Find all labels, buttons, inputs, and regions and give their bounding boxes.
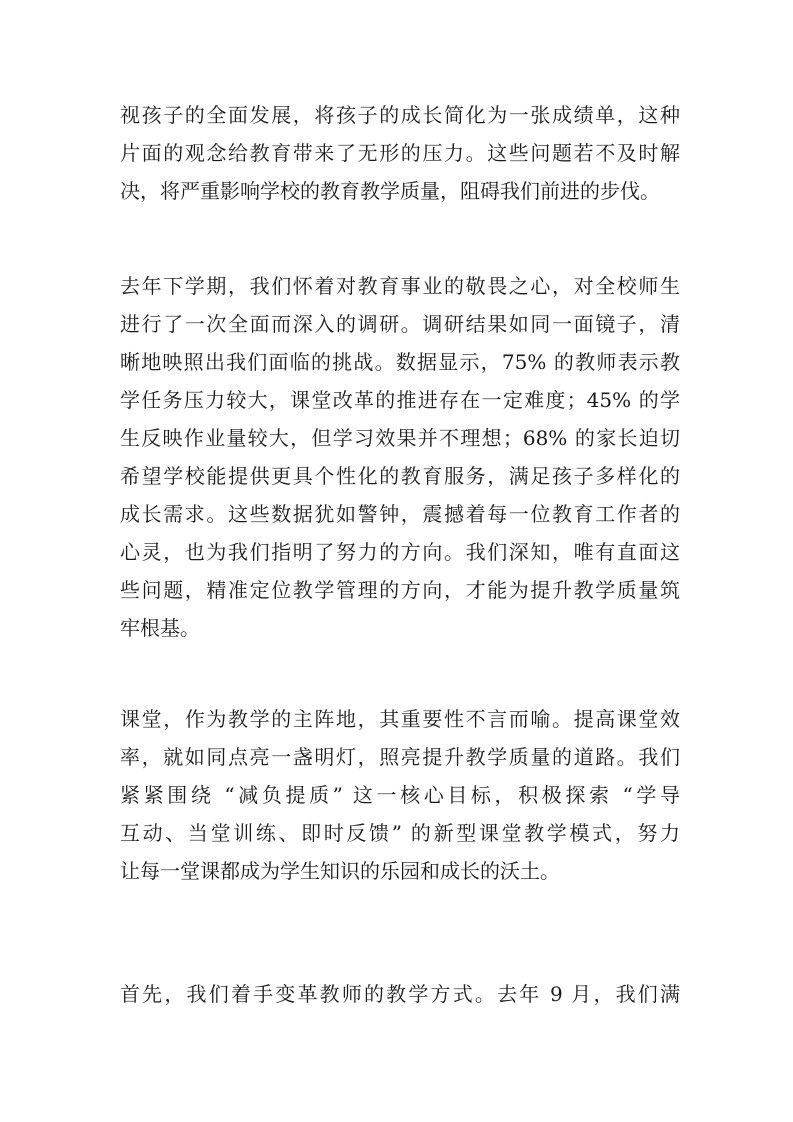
text-line: 让每一堂课都成为学生知识的乐园和成长的沃土。 — [120, 859, 560, 883]
text-line: 决，将严重影响学校的教育教学质量，阻碍我们前进的步伐。 — [120, 179, 660, 203]
text-line: 首先，我们着手变革教师的教学方式。去年 9 月，我们满 — [120, 982, 680, 1006]
text-line: 课堂，作为教学的主阵地，其重要性不言而喻。提高课堂效 — [120, 707, 680, 731]
text-line: 进行了一次全面而深入的调研。调研结果如同一面镜子，清 — [120, 312, 680, 336]
text-line: 心灵，也为我们指明了努力的方向。我们深知，唯有直面这 — [120, 540, 680, 564]
text-line: 晰地映照出我们面临的挑战。数据显示，75% 的教师表示教 — [120, 350, 680, 374]
text-line: 紧紧围绕 “减负提质” 这一核心目标，积极探索 “学导 — [120, 783, 680, 807]
text-line: 生反映作业量较大，但学习效果并不理想；68% 的家长迫切 — [120, 426, 680, 450]
text-line: 学任务压力较大，课堂改革的推进存在一定难度；45% 的学 — [120, 388, 680, 412]
text-line: 视孩子的全面发展，将孩子的成长简化为一张成绩单，这种 — [120, 103, 680, 127]
paragraph-1 — [120, 96, 680, 210]
text-line: 去年下学期，我们怀着对教育事业的敬畏之心，对全校师生 — [120, 274, 680, 298]
text-line: 片面的观念给教育带来了无形的压力。这些问题若不及时解 — [120, 141, 680, 165]
paragraph-4 — [120, 975, 680, 1013]
paragraph-3 — [120, 700, 680, 890]
text-line: 些问题，精准定位教学管理的方向，才能为提升教学质量筑 — [120, 578, 680, 602]
paragraph-2 — [120, 267, 680, 647]
text-line: 牢根基。 — [120, 616, 200, 640]
text-line: 率，就如同点亮一盏明灯，照亮提升教学质量的道路。我们 — [120, 745, 680, 769]
text-line: 希望学校能提供更具个性化的教育服务，满足孩子多样化的 — [120, 464, 680, 488]
text-line: 互动、当堂训练、即时反馈” 的新型课堂教学模式，努力 — [120, 821, 680, 845]
text-line: 成长需求。这些数据犹如警钟，震撼着每一位教育工作者的 — [120, 502, 680, 526]
